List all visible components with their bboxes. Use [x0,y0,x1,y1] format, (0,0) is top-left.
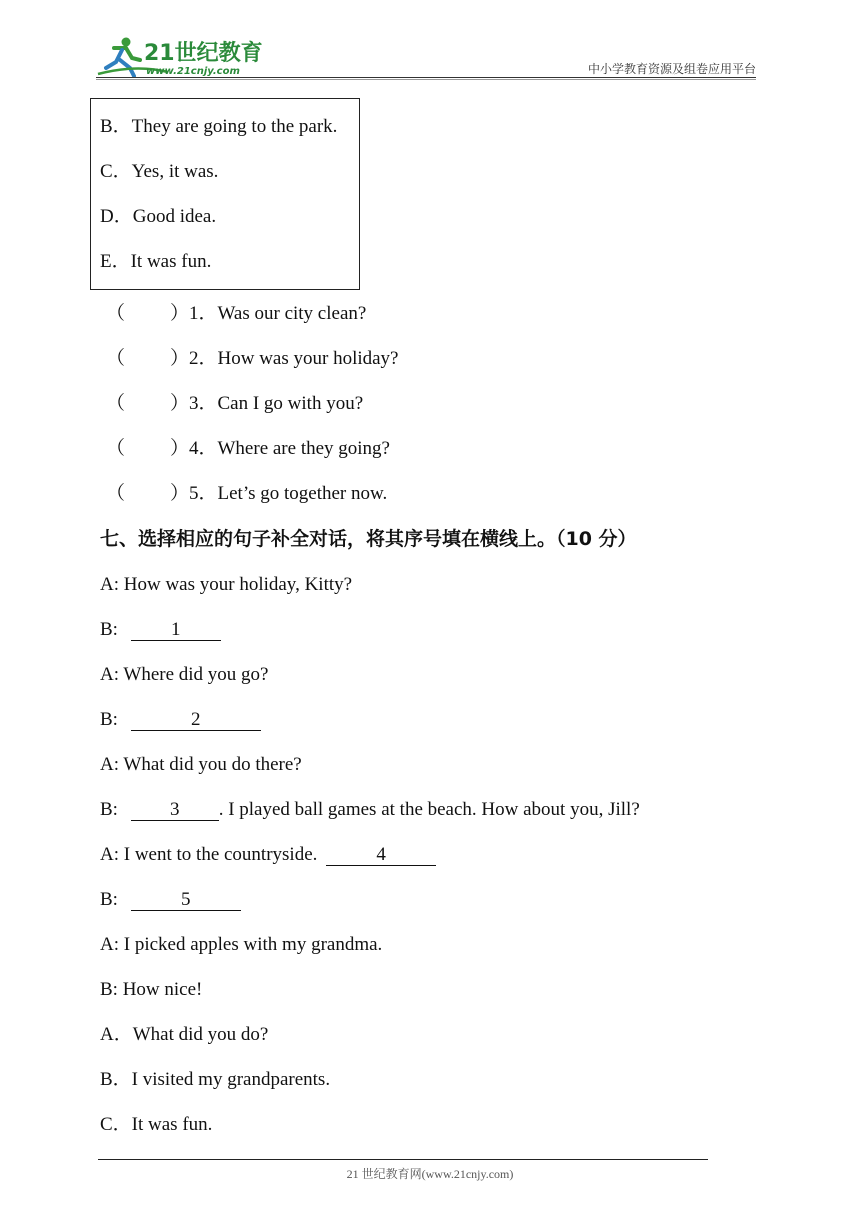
option-b: B．They are going to the park. [100,116,338,137]
dialogue-line-1: A: How was your holiday, Kitty? [100,574,353,595]
question-text: ）4．Where are they going? [170,438,390,459]
answer-paren[interactable]: （ [106,348,126,369]
option-d: D．Good idea. [100,206,217,227]
question-4 [106,437,390,461]
dialogue-line-3: A: Where did you go? [100,664,269,685]
question-text: ）3．Can I go with you? [170,393,364,414]
question-text: ）1．Was our city clean? [170,303,367,324]
answer-option-a: A．What did you do? [100,1024,269,1045]
blank-2[interactable]: 2 [131,710,261,731]
answer-paren[interactable]: （ [106,303,126,324]
dialogue-line-6 [100,798,640,822]
header-platform-text: 中小学教育资源及组卷应用平台 [587,62,756,76]
blank-1[interactable]: 1 [131,620,221,641]
speaker-label: B: [100,619,123,640]
question-5 [106,482,387,506]
option-c: C．Yes, it was. [100,161,219,182]
dialogue-line-2 [100,618,221,642]
footer-divider [98,1159,708,1160]
footer-text[interactable]: 21 世纪教育网(www.21cnjy.com) [346,1167,514,1181]
dialogue-line-9: A: I picked apples with my grandma. [100,934,383,955]
dialogue-line-4 [100,708,261,732]
question-1 [106,302,366,326]
header-divider-thin [96,79,756,80]
blank-4[interactable]: 4 [326,845,436,866]
blank-3[interactable]: 3 [131,800,219,821]
question-3 [106,392,363,416]
dialogue-line-8 [100,888,241,912]
svg-text:21世纪教育: 21世纪教育 [144,41,263,66]
dialogue-line-10: B: How nice! [100,979,203,1000]
answer-option-b: B．I visited my grandparents. [100,1069,331,1090]
question-text: ）5．Let’s go together now. [170,483,388,504]
answer-paren[interactable]: （ [106,393,126,414]
blank-5[interactable]: 5 [131,890,241,911]
answer-option-c: C．It was fun. [100,1114,213,1135]
dialogue-text: . I played ball games at the beach. How about you, Jill? [218,799,640,820]
speaker-label: B: [100,889,123,910]
option-e: E．It was fun. [100,251,212,272]
question-2 [106,347,399,371]
answer-paren[interactable]: （ [106,438,126,459]
answer-paren[interactable]: （ [106,483,126,504]
dialogue-text: A: I went to the countryside. [100,844,323,865]
site-logo [96,34,266,78]
section-7-title: 七、选择相应的句子补全对话，将其序号填在横线上。（10 分） [100,528,637,550]
speaker-label: B: [100,799,123,820]
svg-text:www.21cnjy.com: www.21cnjy.com [146,66,240,77]
question-text: ）2．How was your holiday? [170,348,399,369]
speaker-label: B: [100,709,123,730]
dialogue-line-7 [100,843,436,867]
dialogue-line-5: A: What did you do there? [100,754,302,775]
header-divider [96,77,756,78]
